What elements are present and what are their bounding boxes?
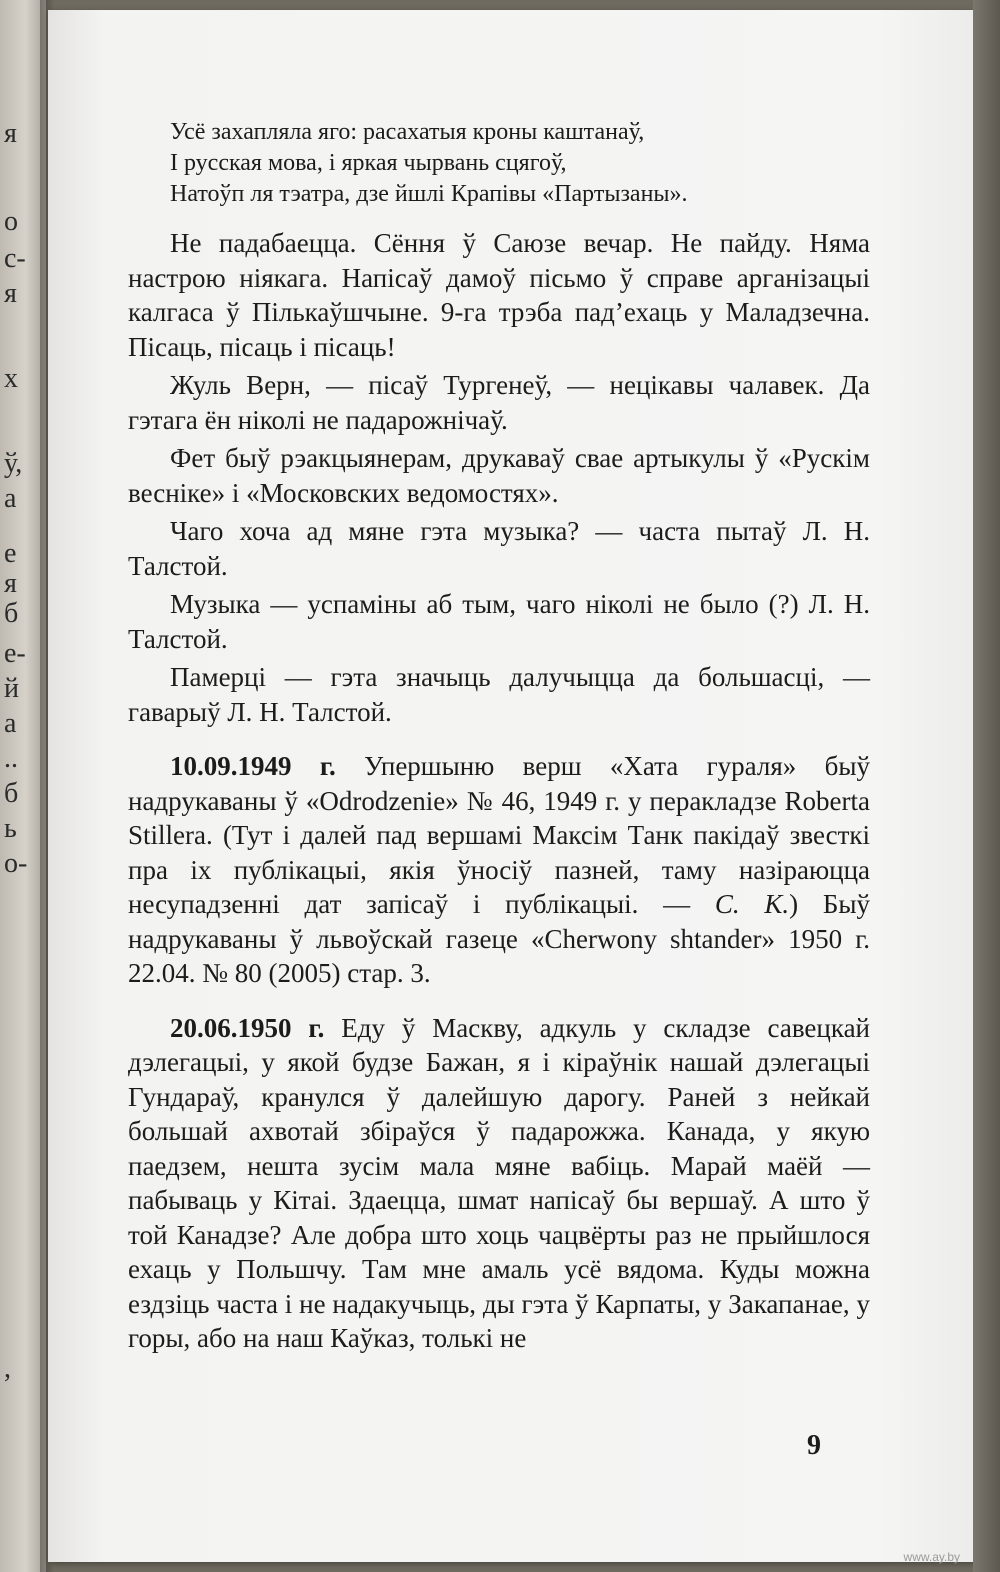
paragraph: Музыка — успаміны аб тым, чаго ніколі не было (?) Л. Н. Талстой. xyxy=(128,589,870,654)
left-page-text-fragment: я xyxy=(4,278,17,309)
left-page-text-fragment: ў, xyxy=(4,448,23,479)
left-page-text-fragment: .. xyxy=(4,743,18,774)
paragraph: Чаго хоча ад мяне гэта музыка? — часта пытаў Л. Н. Талстой. xyxy=(128,516,870,581)
left-page-text-fragment: х xyxy=(4,363,18,394)
poem-line: Натоўп ля тэатра, дзе йшлі Крапівы «Партызаны». xyxy=(170,181,688,207)
editor-initials: С. К. xyxy=(714,889,790,919)
left-page-text-fragment: й xyxy=(4,673,19,704)
poem-line: І русская мова, і яркая чырвань сцягоў, xyxy=(170,150,567,176)
entry-text: ) Быў надрукаваны ў львоўскай газеце «Cherwony shtander» 1950 г. 22.04. № 80 (2005) стар. 3. xyxy=(128,889,870,988)
left-page-text-fragment: , xyxy=(4,1353,11,1384)
paragraph: Не падабаецца. Сёння ў Саюзе вечар. Не пайду. Няма настрою ніякага. Напісаў дамоў пісьмо ў справе арганізацыі калгаса ў Пількаўшчыне. 9-га трэба пад’ехаць у Маладзечна. Пісаць, пісаць і пісаць! xyxy=(128,228,870,362)
poem-excerpt xyxy=(128,117,870,210)
page-number: 9 xyxy=(807,1430,821,1461)
diary-entry xyxy=(128,749,870,991)
watermark: www.ay.by xyxy=(903,1550,960,1564)
entry-text: Упершыню верш «Хата гураля» быў надрукаваны ў «Odrodzenie» № 46, 1949 г. у перакладзе Roberta Stillera. (Тут і далей пад вершамі Максім Танк пакідаў звесткі пра іх публікацыі, якія ўносіў пазней, таму назіраюцца несупадзенні дат запісаў і публікацыі. — xyxy=(128,751,870,919)
left-page-text-fragment: ь xyxy=(4,813,17,844)
left-page-text-fragment: е xyxy=(4,538,17,569)
poem-line: Усё захапляла яго: расахатыя кроны каштанаў, xyxy=(170,119,645,145)
left-page-text-fragment: б xyxy=(4,778,19,809)
book-page xyxy=(48,10,973,1562)
paragraph: Жуль Верн, — пісаў Тургенеў, — нецікавы чалавек. Да гэтага ён ніколі не падарожнічаў. xyxy=(128,370,870,435)
left-page-text-fragment: е- xyxy=(4,638,26,669)
entry-text: Еду ў Маскву, адкуль у складзе савецкай дэлегацыі, у якой будзе Бажан, я і кіраўнік нашай дэлегацыі Гундараў, кранулся ў далейшую дарогу. Раней з нейкай большай ахвотай збіраўся ў падарожжа. Канада, у якую паедзем, нешта зусім мала мяне вабіць. Марай маёй — пабываць у Кітаі. Здаецца, шмат напісаў бы вершаў. А што ў той Канадзе? Але добра што хоць чацвёрты раз не прыйшлося ехаць у Польшчу. Там мне амаль усё вядома. Куды можна ездзіць часта і не надакучыць, ды гэта ў Карпаты, у Закапанае, у горы, або на наш Каўказ, толькі не xyxy=(128,1012,871,1353)
entry-date: 10.09.1949 г. xyxy=(170,751,336,781)
left-page-text-fragment: а xyxy=(4,708,17,739)
left-page-text-fragment: о xyxy=(4,206,18,237)
left-page-text-fragment: б xyxy=(4,598,19,629)
left-page-text-fragment: о- xyxy=(4,848,28,879)
left-page-text-fragment: я xyxy=(4,568,17,599)
book-cover-edge xyxy=(973,0,1000,1572)
diary-entry xyxy=(128,1011,870,1356)
left-page-text-fragment: я xyxy=(4,118,17,149)
paragraph: Фет быў рэакцыянерам, друкаваў свае артыкулы ў «Рускім весніке» і «Московских ведомостях». xyxy=(128,443,870,508)
left-page-text-fragment: с- xyxy=(4,243,26,274)
entry-date: 20.06.1950 г. xyxy=(170,1012,325,1043)
left-page-text-fragment: а xyxy=(4,483,17,514)
page-content xyxy=(128,117,870,1360)
paragraph: Памерці — гэта значыць далучыцца да большасці, — гаварыў Л. Н. Талстой. xyxy=(128,662,870,727)
